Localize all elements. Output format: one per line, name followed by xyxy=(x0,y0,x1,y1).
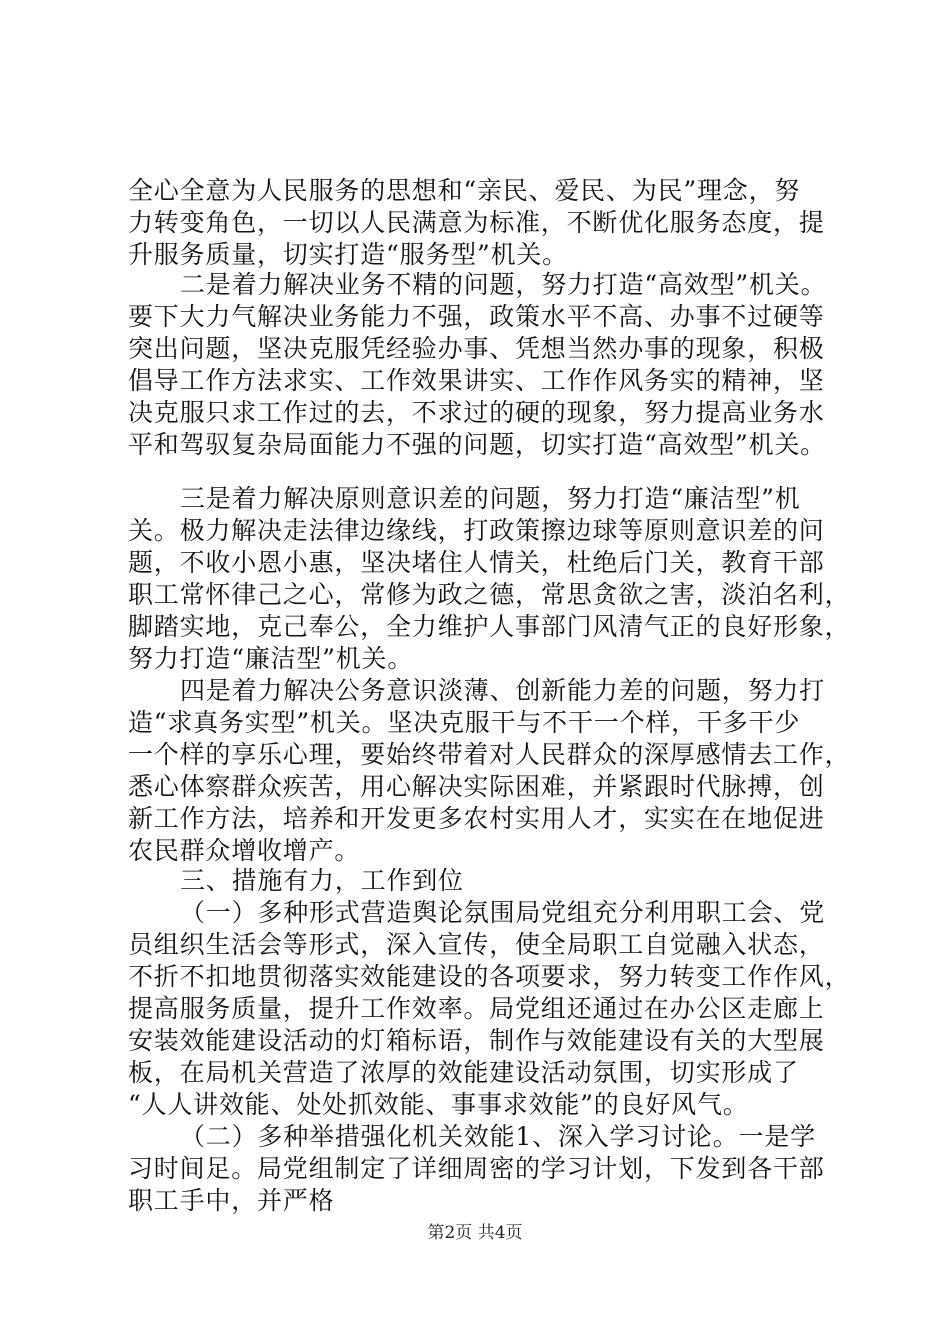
text-line: 二是着力解决业务不精的问题，努力打造“高效型”机关。 xyxy=(180,270,827,299)
text-line: 努力打造“廉洁型”机关。 xyxy=(128,644,414,673)
text-line: 一个样的享乐心理，要始终带着对人民群众的深厚感情去工作， xyxy=(128,740,851,769)
text-line: 职工常怀律己之心，常修为政之德，常思贪欲之害，淡泊名利， xyxy=(128,580,851,609)
text-line: 悉心体察群众疾苦，用心解决实际困难，并紧跟时代脉搏，创 xyxy=(128,772,825,801)
text-line: 平和驾驭复杂局面能力不强的问题，切实打造“高效型”机关。 xyxy=(128,430,826,459)
text-line: 题，不收小恩小惠，坚决堵住人情关，杜绝后门关，教育干部 xyxy=(128,548,825,577)
text-line: 要下大力气解决业务能力不强，政策水平不高、办事不过硬等 xyxy=(128,302,825,331)
text-line: 造“求真务实型”机关。坚决克服干与不干一个样，干多干少 xyxy=(128,708,801,737)
text-line: 决克服只求工作过的去，不求过的硬的现象，努力提高业务水 xyxy=(128,398,825,427)
text-line: 安装效能建设活动的灯箱标语，制作与效能建设有关的大型展 xyxy=(128,1026,825,1055)
text-line: 四是着力解决公务意识淡薄、创新能力差的问题，努力打 xyxy=(180,676,826,705)
text-line: （二）多种举措强化机关效能1、深入学习讨论。一是学 xyxy=(180,1122,816,1151)
text-line: “人人讲效能、处处抓效能、事事求效能”的良好风气。 xyxy=(128,1090,749,1119)
text-line: 农民群众增收增产。 xyxy=(128,836,361,865)
text-line: 不折不扣地贯彻落实效能建设的各项要求，努力转变工作作风， xyxy=(128,962,851,991)
text-line: 员组织生活会等形式，深入宣传，使全局职工自觉融入状态， xyxy=(128,930,825,959)
text-line: 三是着力解决原则意识差的问题，努力打造“廉洁型”机 xyxy=(180,484,801,513)
page-footer: 第2页 共4页 xyxy=(427,1223,523,1243)
text-line: 突出问题，坚决克服凭经验办事、凭想当然办事的现象，积极 xyxy=(128,334,825,363)
text-line: （一）多种形式营造舆论氛围局党组充分利用职工会、党 xyxy=(180,898,826,927)
text-line: 倡导工作方法求实、工作效果讲实、工作作风务实的精神，坚 xyxy=(128,366,825,395)
text-line: 提高服务质量，提升工作效率。局党组还通过在办公区走廊上 xyxy=(128,994,825,1023)
text-line: 新工作方法，培养和开发更多农村实用人才，实实在在地促进 xyxy=(128,804,825,833)
text-line: 升服务质量，切实打造“服务型”机关。 xyxy=(128,240,568,269)
section-heading: 三、措施有力，工作到位 xyxy=(180,866,464,895)
text-line: 习时间足。局党组制定了详细周密的学习计划，下发到各干部 xyxy=(128,1154,825,1183)
text-line: 全心全意为人民服务的思想和“亲民、爱民、为民”理念，努 xyxy=(128,176,801,205)
text-line: 脚踏实地，克己奉公，全力维护人事部门风清气正的良好形象， xyxy=(128,612,851,641)
text-line: 力转变角色，一切以人民满意为标准，不断优化服务态度，提 xyxy=(128,208,825,237)
text-line: 关。极力解决走法律边缘线，打政策擦边球等原则意识差的问 xyxy=(128,516,825,545)
text-line: 板，在局机关营造了浓厚的效能建设活动氛围，切实形成了 xyxy=(128,1058,799,1087)
text-line: 职工手中，并严格 xyxy=(128,1186,335,1215)
